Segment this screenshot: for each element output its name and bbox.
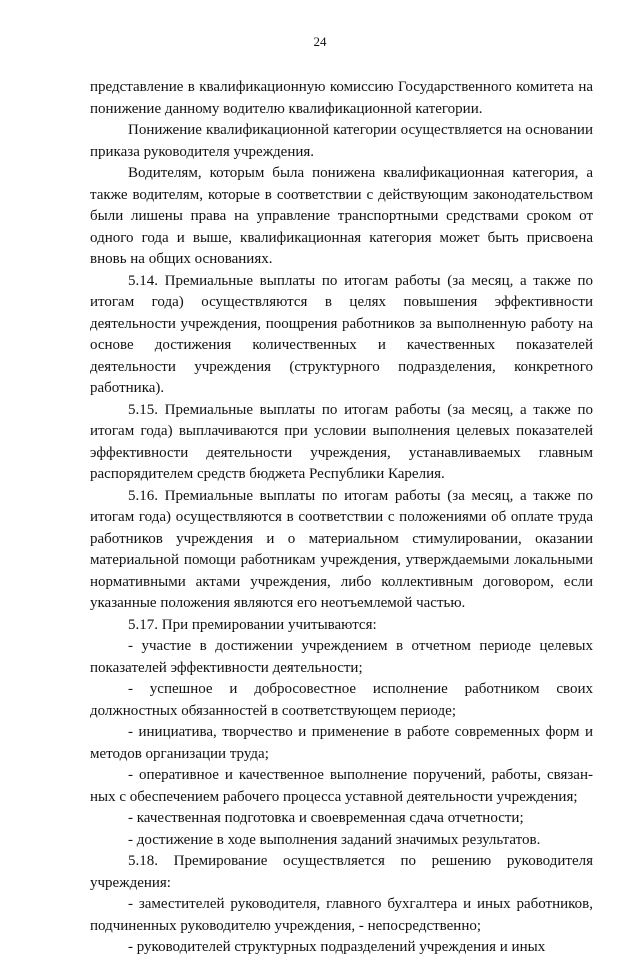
- list-item-reporting: - качественная подготовка и своевременная сдача отчетности;: [128, 810, 524, 826]
- list-item-initiative: - инициатива, творчество и применение в работе современных форм и методов организации труда;: [90, 724, 593, 762]
- paragraph-demotion-order: Понижение квалификационной категории осуществляется на основании приказа руководителя учреждения.: [90, 122, 593, 160]
- list-item-division-heads: - руководителей структурных подразделений учреждения и иных: [128, 939, 546, 955]
- clause-5-16: 5.16. Премиальные выплаты по итогам работы (за месяц, а также по итогам года) осуществляются в соответствии с положениями об оплате труда работников учреждения и о материальном стимулировании, оказании материальной помощи работникам учреждения, утверждаемыми локальными нормативными актами учреждения, либо коллективным договором, если указанные положения являются его неотъемлемой частью.: [90, 487, 593, 611]
- list-item-deputies: - заместителей руководителя, главного бухгалтера и иных работников, подчиненных руководителю учреждения, - непосредственно;: [90, 896, 593, 934]
- clause-5-14: 5.14. Премиальные выплаты по итогам работы (за месяц, а также по итогам года) осуществляются в целях повышения эффективности деятельности учреждения, поощрения работников за выполненную работу на основе достижения количественных и качественных показателей деятельности учреждения (структурного подразделения, конкретного работника).: [90, 272, 593, 396]
- clause-5-15: 5.15. Премиальные выплаты по итогам работы (за месяц, а также по итогам года) выплачиваются при условии выполнения целевых показателей эффективности деятельности учреждения, устанавливаемых главным распорядителем средств бюджета Республики Карелия.: [90, 401, 593, 482]
- clause-5-18: 5.18. Премирование осуществляется по решению руководителя учреждения:: [90, 853, 593, 891]
- clause-5-17: 5.17. При премировании учитываются:: [128, 616, 377, 633]
- list-item-assignments: - оперативное и качественное выполнение поручений, работы, связанных с обеспечением рабочего процесса уставной деятельности учреждения;: [90, 767, 593, 805]
- list-item-duties: - успешное и добросовестное исполнение работником своих должностных обязанностей в соответствующем периоде;: [90, 681, 593, 719]
- paragraph-continuation: представление в квалификационную комиссию Государственного комитета на понижение данному водителю квалификационной категории.: [90, 79, 593, 117]
- page-number: 24: [313, 34, 327, 49]
- list-item-targets: - участие в достижении учреждением в отчетном периоде целевых показателей эффективности деятельности;: [90, 638, 593, 676]
- paragraph-reassignment: Водителям, которым была понижена квалификационная категория, а также водителям, которые в соответствии с действующим законодательством были лишены права на управление транспортными средствами сроком от одного года и выше, квалификационная категория может быть присвоена вновь на общих основаниях.: [90, 165, 593, 267]
- document-body: [90, 77, 593, 959]
- list-item-results: - достижение в ходе выполнения заданий значимых результатов.: [128, 831, 541, 848]
